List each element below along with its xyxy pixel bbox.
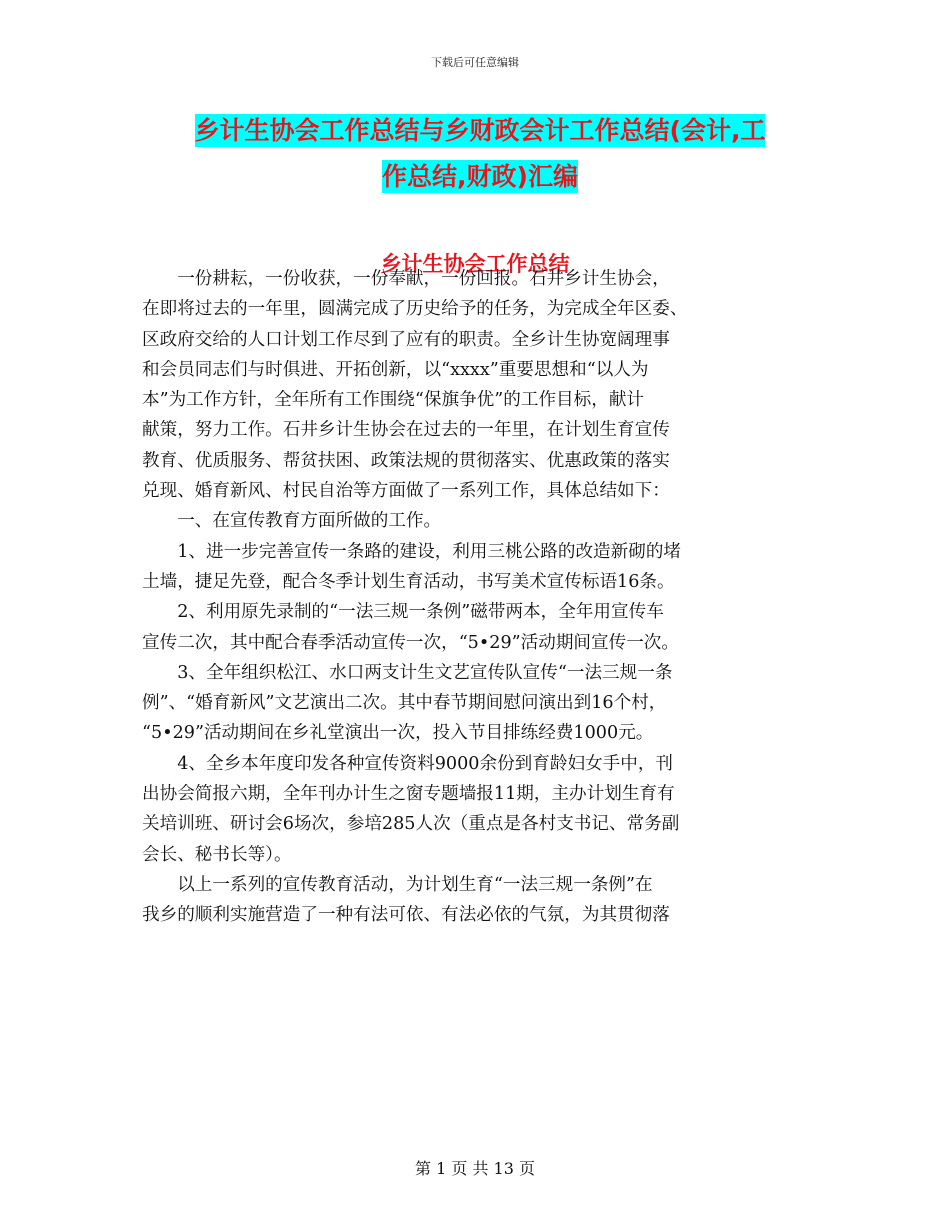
body-line: 献策，努力工作。石井乡计生协会在过去的一年里，在计划生育宣传 xyxy=(142,420,670,441)
body-line: 1、进一步完善宣传一条路的建设，利用三桃公路的改造新砌的堵 xyxy=(142,541,682,562)
body-line: 2、利用原先录制的“一法三规一条例”磁带两本，全年用宣传车 xyxy=(142,602,664,623)
body-line: 例”、“婚育新风”文艺演出二次。其中春节期间慰问演出到16个村， xyxy=(142,693,667,714)
document-title xyxy=(140,108,820,200)
body-text xyxy=(142,264,822,931)
body-line: 宣传二次，其中配合春季活动宣传一次，“5•29”活动期间宣传一次。 xyxy=(142,632,679,653)
page-header-note: 下载后可任意编辑 xyxy=(431,56,519,69)
document-title-line-2: 作总结,财政)汇编 xyxy=(382,162,578,191)
body-line: 区政府交给的人口计划工作尽到了应有的职责。全乡计生协宽阔理事 xyxy=(142,329,670,350)
page-number: 第 1 页 共 13 页 xyxy=(415,1159,535,1178)
body-line: 会长、秘书长等）。 xyxy=(142,844,292,865)
body-line: 教育、优质服务、帮贫扶困、政策法规的贯彻落实、优惠政策的落实 xyxy=(142,450,670,471)
body-line: 土墙，捷足先登，配合冬季计划生育活动，书写美术宣传标语16条。 xyxy=(142,571,675,592)
body-line: 和会员同志们与时俱进、开拓创新，以“xxxx”重要思想和“以人为 xyxy=(142,359,649,380)
body-line: 关培训班、研讨会6场次，参培285人次（重点是各村支书记、常务副 xyxy=(142,814,680,835)
body-line: 我乡的顺利实施营造了一种有法可依、有法必依的气氛，为其贯彻落 xyxy=(142,905,670,926)
body-line: 4、全乡本年度印发各种宣传资料9000余份到育龄妇女手中，刊 xyxy=(142,753,674,774)
body-line: 出协会简报六期，全年刊办计生之窗专题墙报11期，主办计划生育有 xyxy=(142,784,675,805)
body-line: 以上一系列的宣传教育活动，为计划生育“一法三规一条例”在 xyxy=(142,874,653,895)
body-line: 兑现、婚育新风、村民自治等方面做了一系列工作，具体总结如下： xyxy=(142,481,670,502)
document-title-line-1: 乡计生协会工作总结与乡财政会计工作总结(会计,工 xyxy=(194,116,766,145)
body-line: 在即将过去的一年里，圆满完成了历史给予的任务，为完成全年区委、 xyxy=(142,299,688,320)
section-title: 乡计生协会工作总结 xyxy=(380,252,570,276)
body-line: 一份耕耘，一份收获，一份奉献，一份回报。石井乡计生协会， xyxy=(142,269,670,289)
body-line: “5•29”活动期间在乡礼堂演出一次，投入节目排练经费1000元。 xyxy=(142,723,654,744)
body-line: 3、全年组织松江、水口两支计生文艺宣传队宣传“一法三规一条 xyxy=(142,662,673,683)
body-line: 本”为工作方针，全年所有工作围绕“保旗争优”的工作目标，献计 xyxy=(142,390,645,411)
body-line: 一、在宣传教育方面所做的工作。 xyxy=(142,511,442,532)
